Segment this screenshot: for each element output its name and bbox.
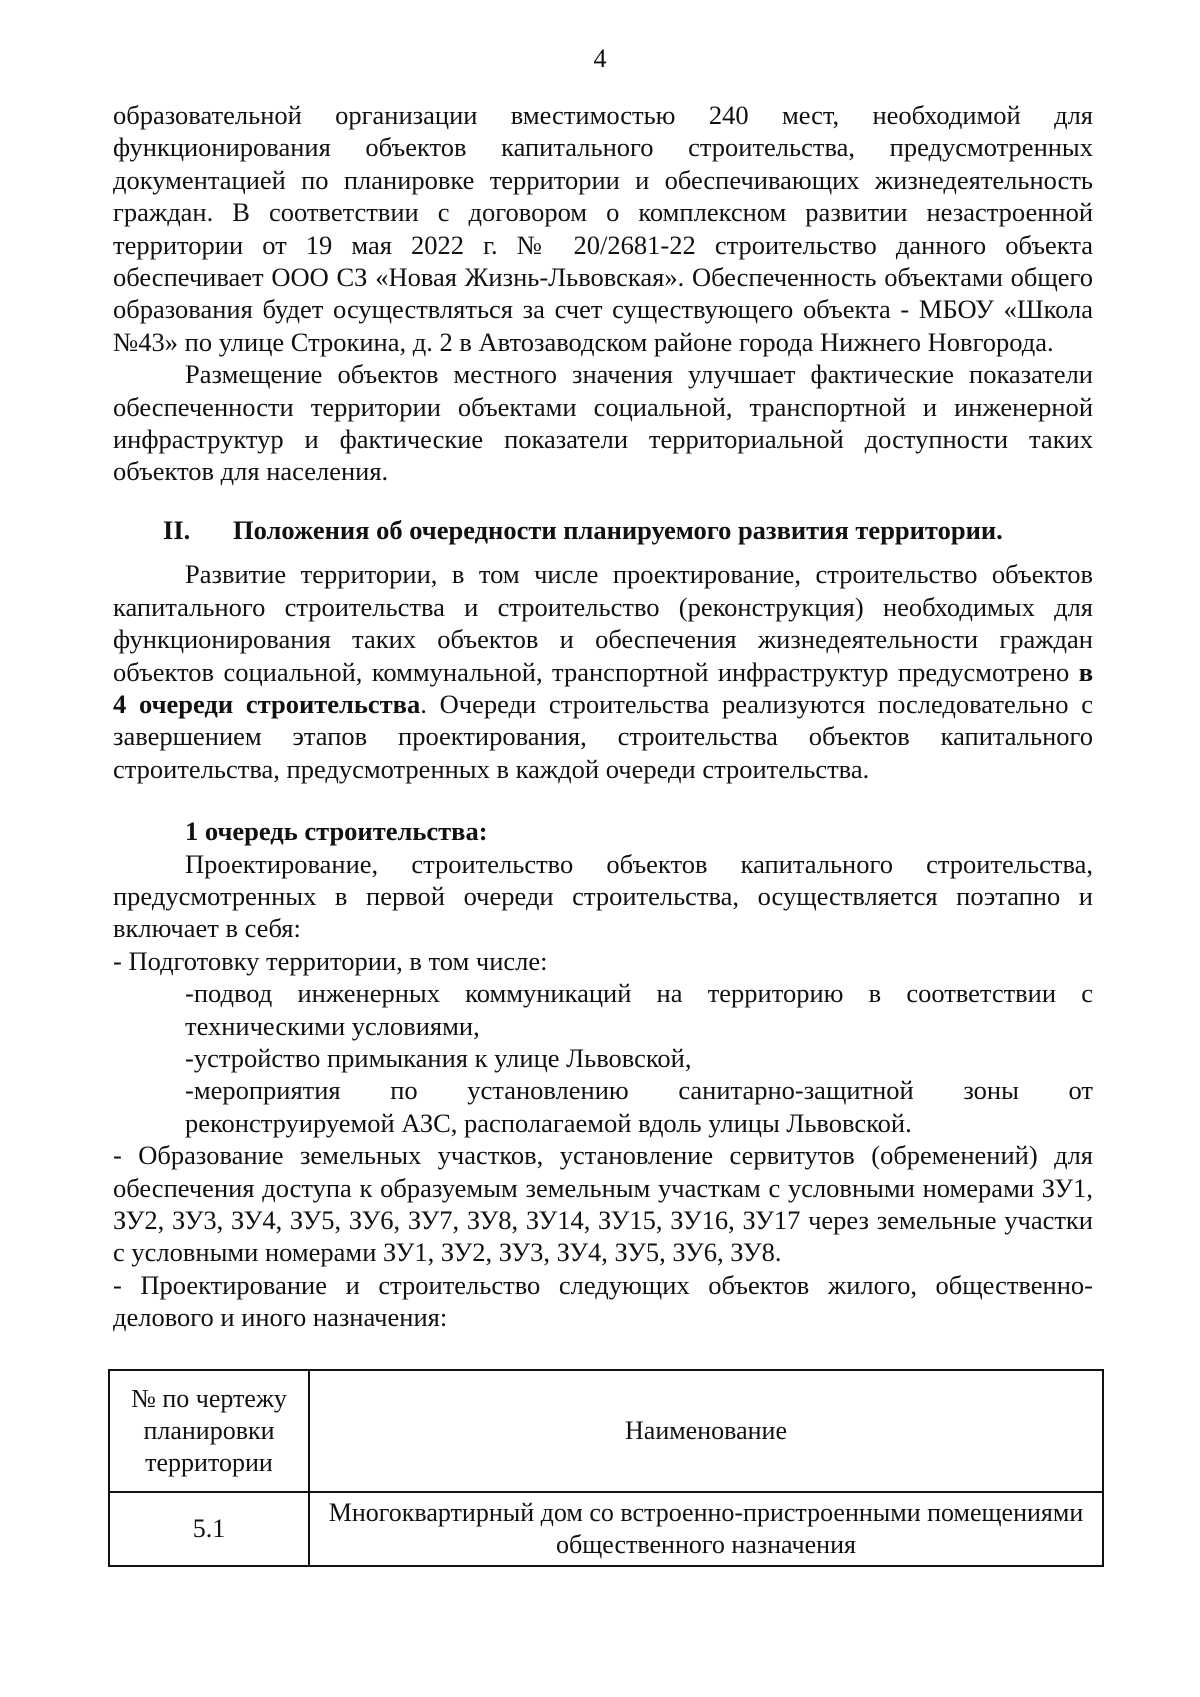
- sub-item-sanitary-zone: -мероприятия по установлению санитарно-защитной зоны от реконструируемой АЗС, располагаемой вдоль улицы Львовской.: [185, 1075, 1093, 1138]
- table-row: [109, 1492, 1103, 1566]
- table-header-row: [109, 1370, 1103, 1492]
- table-cell-name: Многоквартирный дом со встроенно-пристроенными помещениями общественного назначения: [309, 1492, 1103, 1566]
- intro-paragraph-1: образовательной организации вместимостью 240 мест, необходимой для функционирования объектов капитального строительства, предусмотренных документацией по планировке территории и обеспечивающих жизнедеятельность граждан. В соответствии с договором о комплексном развитии незастроенной территории от 19 мая 2022 г. № 20/2681-22 строительство данного объекта обеспечивает ООО СЗ «Новая Жизнь-Львовская». Обеспеченность объектами общего образования будет осуществляться за счет существующего объекта - МБОУ «Школа №43» по улице Строкина, д. 2 в Автозаводском районе города Нижнего Новгорода.: [113, 100, 1093, 357]
- section-title: Положения об очередности планируемого развития территории.: [233, 514, 1003, 545]
- page-number: 4: [593, 44, 607, 73]
- section-paragraph-bold: в 4 очереди строительства: [113, 656, 1093, 719]
- sub-item-junction: -устройство примыкания к улице Львовской,: [185, 1042, 692, 1073]
- list-item-preparation: - Подготовку территории, в том числе:: [113, 945, 548, 976]
- table-cell-number: 5.1: [109, 1492, 309, 1566]
- stage-intro: Проектирование, строительство объектов капитального строительства, предусмотренных в первой очереди строительства, осуществляется поэтапно и включает в себя:: [113, 848, 1093, 944]
- sub-item-utilities: -подвод инженерных коммуникаций на территорию в соответствии с техническими условиями,: [185, 978, 1093, 1041]
- list-item-design: - Проектирование и строительство следующих объектов жилого, общественно-делового и иного назначения:: [113, 1269, 1093, 1333]
- document-body: [113, 99, 1093, 1334]
- objects-table: [108, 1369, 1104, 1567]
- stage-heading: 1 очередь строительства:: [185, 816, 488, 847]
- table-header-number: № по чертежу планировки территории: [109, 1370, 309, 1492]
- intro-paragraph-2: Размещение объектов местного значения улучшает фактические показатели обеспеченности территории объектами социальной, транспортной и инженерной инфраструктур и фактические показатели территориальной доступности таких объектов для населения.: [113, 359, 1093, 487]
- section-paragraph-text-1: Развитие территории, в том числе проектирование, строительство объектов капитального строительства и строительство (реконструкция) необходимых для функционирования таких объектов и обеспечения жизнедеятельности граждан объектов социальной, коммунальной, транспортной инфраструктур предусмотрено: [113, 559, 1093, 687]
- section-paragraph-text-2: . Очереди строительства реализуются последовательно с завершением этапов проектирования, строительства объектов капитального строительства, предусмотренных в каждой очереди строительства.: [113, 688, 1093, 784]
- table-header-name: Наименование: [309, 1370, 1103, 1492]
- list-item-land-plots: - Образование земельных участков, установление сервитутов (обременений) для обеспечения доступа к образуемым земельным участкам с условными номерами ЗУ1, ЗУ2, ЗУ3, ЗУ4, ЗУ5, ЗУ6, ЗУ7, ЗУ8, ЗУ14, ЗУ15, ЗУ16, ЗУ17 через земельные участки с условными номерами ЗУ1, ЗУ2, ЗУ3, ЗУ4, ЗУ5, ЗУ6, ЗУ8.: [113, 1140, 1093, 1268]
- section-number: II.: [163, 514, 191, 545]
- section-paragraph: [113, 558, 1093, 785]
- section-heading: [113, 514, 1093, 546]
